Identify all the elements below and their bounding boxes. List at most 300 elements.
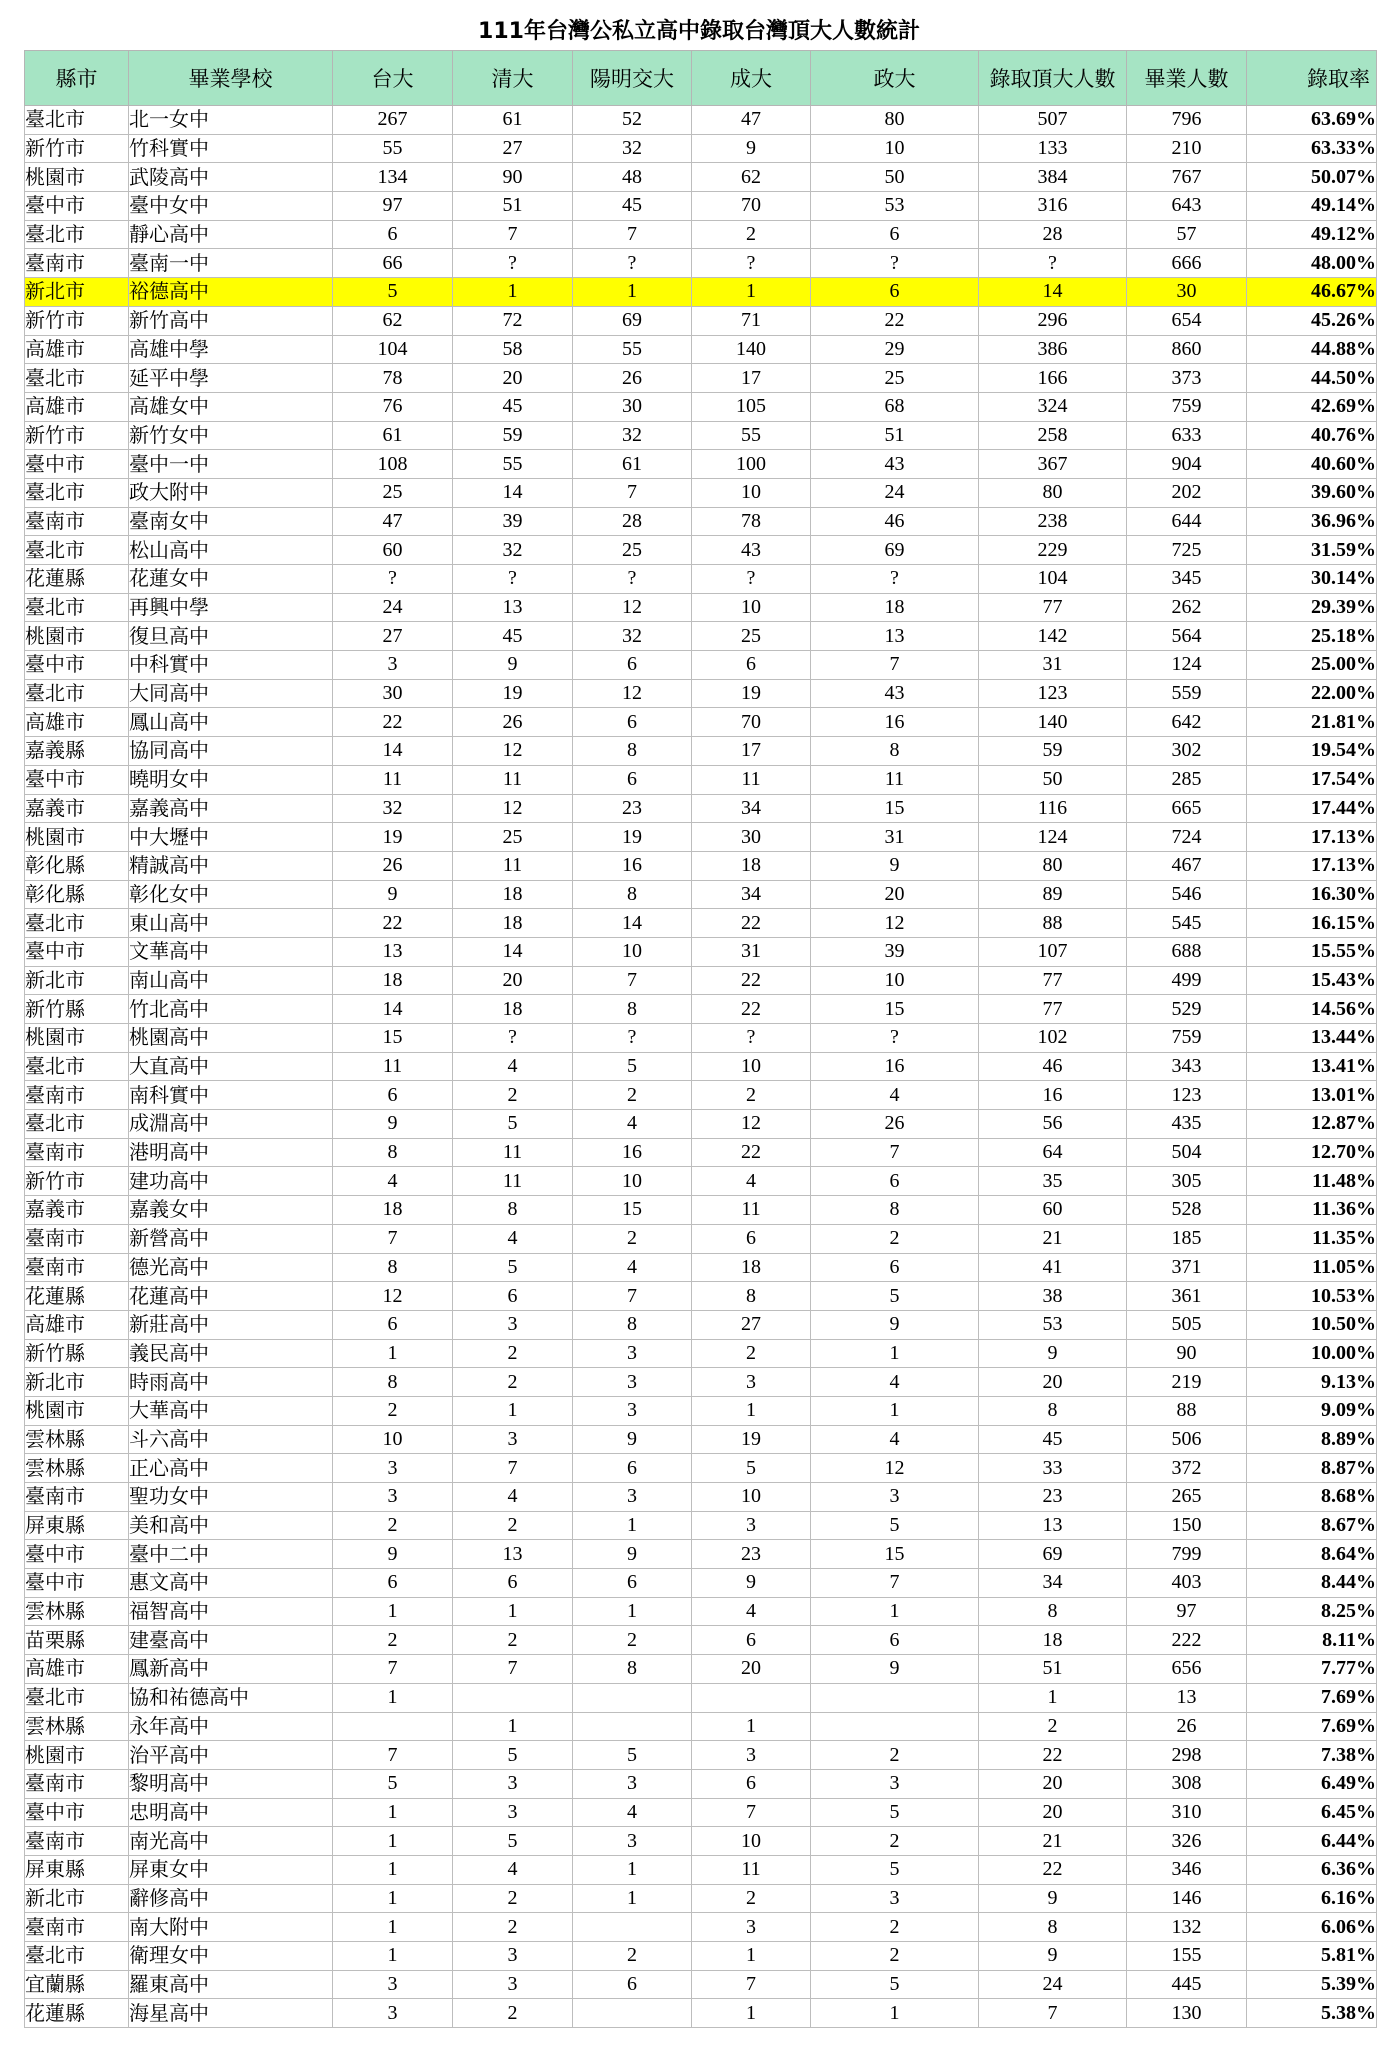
table-row xyxy=(25,249,1377,278)
rate-cell: 42.69% xyxy=(1247,392,1377,421)
header-nycu: 陽明交大 xyxy=(573,51,692,106)
top-admitted-cell: 16 xyxy=(979,1081,1127,1110)
ncku-cell: 11 xyxy=(692,1196,811,1225)
ncku-cell: 27 xyxy=(692,1310,811,1339)
nthu-cell: 18 xyxy=(453,909,573,938)
nthu-cell: 6 xyxy=(453,1569,573,1598)
school-cell: 新竹高中 xyxy=(129,306,333,335)
nccu-cell: 7 xyxy=(811,1569,979,1598)
table-row xyxy=(25,593,1377,622)
top-admitted-cell: 166 xyxy=(979,364,1127,393)
city-cell: 臺南市 xyxy=(25,1913,129,1942)
city-cell: 臺北市 xyxy=(25,593,129,622)
nccu-cell: 68 xyxy=(811,392,979,421)
table-row xyxy=(25,1855,1377,1884)
top-admitted-cell: 7 xyxy=(979,1999,1127,2028)
rate-cell: 15.55% xyxy=(1247,937,1377,966)
table-row xyxy=(25,192,1377,221)
ntu-cell: 3 xyxy=(333,1970,453,1999)
school-cell: 南科實中 xyxy=(129,1081,333,1110)
city-cell: 宜蘭縣 xyxy=(25,1970,129,1999)
ntu-cell: 78 xyxy=(333,364,453,393)
ntu-cell: 13 xyxy=(333,937,453,966)
school-cell: 精誠高中 xyxy=(129,851,333,880)
school-cell: 花蓮女中 xyxy=(129,565,333,594)
nthu-cell: 51 xyxy=(453,192,573,221)
rate-cell: 17.13% xyxy=(1247,851,1377,880)
city-cell: 雲林縣 xyxy=(25,1425,129,1454)
ncku-cell: 3 xyxy=(692,1511,811,1540)
graduates-cell: 445 xyxy=(1127,1970,1247,1999)
top-admitted-cell: 142 xyxy=(979,622,1127,651)
table-row xyxy=(25,1540,1377,1569)
nycu-cell: 16 xyxy=(573,1138,692,1167)
nthu-cell: 26 xyxy=(453,708,573,737)
top-admitted-cell: 77 xyxy=(979,995,1127,1024)
table-row xyxy=(25,1110,1377,1139)
city-cell: 臺北市 xyxy=(25,220,129,249)
table-row xyxy=(25,1999,1377,2028)
nccu-cell: 10 xyxy=(811,966,979,995)
rate-cell: 14.56% xyxy=(1247,995,1377,1024)
table-row xyxy=(25,651,1377,680)
nthu-cell: 11 xyxy=(453,851,573,880)
graduates-cell: 150 xyxy=(1127,1511,1247,1540)
rate-cell: 11.05% xyxy=(1247,1253,1377,1282)
school-cell: 時雨高中 xyxy=(129,1368,333,1397)
nthu-cell: 5 xyxy=(453,1741,573,1770)
graduates-cell: 435 xyxy=(1127,1110,1247,1139)
table-row xyxy=(25,851,1377,880)
table-row xyxy=(25,1368,1377,1397)
city-cell: 臺南市 xyxy=(25,1138,129,1167)
graduates-cell: 688 xyxy=(1127,937,1247,966)
nccu-cell xyxy=(811,1712,979,1741)
rate-cell: 13.44% xyxy=(1247,1024,1377,1053)
city-cell: 雲林縣 xyxy=(25,1597,129,1626)
school-cell: 臺南一中 xyxy=(129,249,333,278)
nccu-cell: 9 xyxy=(811,1310,979,1339)
ncku-cell: 10 xyxy=(692,478,811,507)
nccu-cell: 1 xyxy=(811,1999,979,2028)
rate-cell: 9.09% xyxy=(1247,1396,1377,1425)
ncku-cell: 10 xyxy=(692,1052,811,1081)
ncku-cell: 9 xyxy=(692,134,811,163)
nycu-cell: 32 xyxy=(573,622,692,651)
ntu-cell: 12 xyxy=(333,1282,453,1311)
table-row xyxy=(25,1511,1377,1540)
ntu-cell: 14 xyxy=(333,995,453,1024)
rate-cell: 6.45% xyxy=(1247,1798,1377,1827)
ncku-cell: 18 xyxy=(692,851,811,880)
ncku-cell: 10 xyxy=(692,593,811,622)
ntu-cell: 9 xyxy=(333,1540,453,1569)
city-cell: 桃園市 xyxy=(25,1396,129,1425)
city-cell: 花蓮縣 xyxy=(25,1999,129,2028)
school-cell: 竹科實中 xyxy=(129,134,333,163)
nycu-cell: 1 xyxy=(573,1884,692,1913)
ntu-cell: 10 xyxy=(333,1425,453,1454)
nycu-cell: 8 xyxy=(573,880,692,909)
nccu-cell: 20 xyxy=(811,880,979,909)
ncku-cell: 105 xyxy=(692,392,811,421)
nccu-cell: 6 xyxy=(811,278,979,307)
ncku-cell: 1 xyxy=(692,1396,811,1425)
header-graduates: 畢業人數 xyxy=(1127,51,1247,106)
nthu-cell: 11 xyxy=(453,1138,573,1167)
city-cell: 高雄市 xyxy=(25,392,129,421)
nthu-cell: 45 xyxy=(453,622,573,651)
graduates-cell: 326 xyxy=(1127,1827,1247,1856)
nccu-cell: 43 xyxy=(811,679,979,708)
ntu-cell: 3 xyxy=(333,651,453,680)
nycu-cell: 6 xyxy=(573,1970,692,1999)
graduates-cell: 666 xyxy=(1127,249,1247,278)
rate-cell: 19.54% xyxy=(1247,737,1377,766)
nthu-cell: 4 xyxy=(453,1483,573,1512)
school-cell: 中大壢中 xyxy=(129,823,333,852)
table-row xyxy=(25,1970,1377,1999)
top-admitted-cell: 77 xyxy=(979,966,1127,995)
nccu-cell: 4 xyxy=(811,1081,979,1110)
nycu-cell: 5 xyxy=(573,1741,692,1770)
ncku-cell: 30 xyxy=(692,823,811,852)
top-admitted-cell: 59 xyxy=(979,737,1127,766)
top-admitted-cell: 46 xyxy=(979,1052,1127,1081)
rate-cell: 8.64% xyxy=(1247,1540,1377,1569)
rate-cell: 10.00% xyxy=(1247,1339,1377,1368)
ncku-cell: 1 xyxy=(692,278,811,307)
graduates-cell: 860 xyxy=(1127,335,1247,364)
city-cell: 苗栗縣 xyxy=(25,1626,129,1655)
ncku-cell: 31 xyxy=(692,937,811,966)
graduates-cell: 123 xyxy=(1127,1081,1247,1110)
nycu-cell: 6 xyxy=(573,651,692,680)
nccu-cell: 15 xyxy=(811,1540,979,1569)
rate-cell: 7.69% xyxy=(1247,1712,1377,1741)
top-admitted-cell: 140 xyxy=(979,708,1127,737)
nthu-cell: 2 xyxy=(453,1626,573,1655)
top-admitted-cell: 22 xyxy=(979,1741,1127,1770)
ntu-cell: 76 xyxy=(333,392,453,421)
ntu-cell: 7 xyxy=(333,1741,453,1770)
nccu-cell: 2 xyxy=(811,1827,979,1856)
graduates-cell: 725 xyxy=(1127,536,1247,565)
top-admitted-cell: 34 xyxy=(979,1569,1127,1598)
nycu-cell: 30 xyxy=(573,392,692,421)
top-admitted-cell: 64 xyxy=(979,1138,1127,1167)
rate-cell: 5.38% xyxy=(1247,1999,1377,2028)
nthu-cell: 14 xyxy=(453,937,573,966)
city-cell: 嘉義縣 xyxy=(25,737,129,766)
nycu-cell: 45 xyxy=(573,192,692,221)
table-row xyxy=(25,220,1377,249)
rate-cell: 8.11% xyxy=(1247,1626,1377,1655)
nycu-cell xyxy=(573,1683,692,1712)
top-admitted-cell: 124 xyxy=(979,823,1127,852)
ncku-cell: 25 xyxy=(692,622,811,651)
city-cell: 桃園市 xyxy=(25,823,129,852)
table-row xyxy=(25,823,1377,852)
school-cell: 斗六高中 xyxy=(129,1425,333,1454)
top-admitted-cell: 24 xyxy=(979,1970,1127,1999)
table-row xyxy=(25,1942,1377,1971)
nycu-cell: 4 xyxy=(573,1798,692,1827)
rate-cell: 40.76% xyxy=(1247,421,1377,450)
ncku-cell: 140 xyxy=(692,335,811,364)
nycu-cell: 1 xyxy=(573,1855,692,1884)
header-nthu: 清大 xyxy=(453,51,573,106)
school-cell: 正心高中 xyxy=(129,1454,333,1483)
nthu-cell: 72 xyxy=(453,306,573,335)
school-cell: 新竹女中 xyxy=(129,421,333,450)
rate-cell: 17.54% xyxy=(1247,765,1377,794)
ncku-cell: 12 xyxy=(692,1110,811,1139)
table-row xyxy=(25,1253,1377,1282)
top-admitted-cell: 386 xyxy=(979,335,1127,364)
top-admitted-cell: 2 xyxy=(979,1712,1127,1741)
nthu-cell: 7 xyxy=(453,1454,573,1483)
ncku-cell: 20 xyxy=(692,1655,811,1684)
ncku-cell: 78 xyxy=(692,507,811,536)
nycu-cell xyxy=(573,1913,692,1942)
nccu-cell: 39 xyxy=(811,937,979,966)
rate-cell: 48.00% xyxy=(1247,249,1377,278)
graduates-cell: 546 xyxy=(1127,880,1247,909)
nccu-cell: 12 xyxy=(811,1454,979,1483)
city-cell: 臺中市 xyxy=(25,651,129,680)
ncku-cell: 22 xyxy=(692,995,811,1024)
rate-cell: 36.96% xyxy=(1247,507,1377,536)
nycu-cell: 4 xyxy=(573,1110,692,1139)
top-admitted-cell: 69 xyxy=(979,1540,1127,1569)
nccu-cell: 6 xyxy=(811,1167,979,1196)
nccu-cell: 2 xyxy=(811,1224,979,1253)
rate-cell: 7.77% xyxy=(1247,1655,1377,1684)
ncku-cell: 6 xyxy=(692,1769,811,1798)
rate-cell: 39.60% xyxy=(1247,478,1377,507)
city-cell: 臺北市 xyxy=(25,106,129,135)
rate-cell: 7.38% xyxy=(1247,1741,1377,1770)
graduates-cell: 467 xyxy=(1127,851,1247,880)
ntu-cell: 2 xyxy=(333,1626,453,1655)
graduates-cell: 564 xyxy=(1127,622,1247,651)
table-row xyxy=(25,278,1377,307)
rate-cell: 6.49% xyxy=(1247,1769,1377,1798)
top-admitted-cell: 23 xyxy=(979,1483,1127,1512)
table-row xyxy=(25,909,1377,938)
nycu-cell: 8 xyxy=(573,1655,692,1684)
top-admitted-cell: 38 xyxy=(979,1282,1127,1311)
rate-cell: 8.89% xyxy=(1247,1425,1377,1454)
rate-cell: 13.41% xyxy=(1247,1052,1377,1081)
school-cell: 臺中一中 xyxy=(129,450,333,479)
top-admitted-cell: 316 xyxy=(979,192,1127,221)
nycu-cell: 4 xyxy=(573,1253,692,1282)
graduates-cell: 528 xyxy=(1127,1196,1247,1225)
school-cell: 大直高中 xyxy=(129,1052,333,1081)
nthu-cell: 19 xyxy=(453,679,573,708)
nycu-cell: 32 xyxy=(573,134,692,163)
ntu-cell: 5 xyxy=(333,278,453,307)
rate-cell: 63.33% xyxy=(1247,134,1377,163)
rate-cell: 49.14% xyxy=(1247,192,1377,221)
admission-table xyxy=(24,50,1377,2028)
nccu-cell: 3 xyxy=(811,1769,979,1798)
ntu-cell: 4 xyxy=(333,1167,453,1196)
nccu-cell: 16 xyxy=(811,1052,979,1081)
nycu-cell: 10 xyxy=(573,937,692,966)
nccu-cell: 5 xyxy=(811,1282,979,1311)
table-row xyxy=(25,1655,1377,1684)
ntu-cell: 5 xyxy=(333,1769,453,1798)
city-cell: 新竹市 xyxy=(25,421,129,450)
rate-cell: 6.06% xyxy=(1247,1913,1377,1942)
nycu-cell: 5 xyxy=(573,1052,692,1081)
top-admitted-cell: 1 xyxy=(979,1683,1127,1712)
nycu-cell: 1 xyxy=(573,1597,692,1626)
ntu-cell: 97 xyxy=(333,192,453,221)
city-cell: 臺北市 xyxy=(25,364,129,393)
school-cell: 屏東女中 xyxy=(129,1855,333,1884)
nccu-cell: 9 xyxy=(811,1655,979,1684)
nthu-cell: ? xyxy=(453,249,573,278)
nycu-cell: ? xyxy=(573,249,692,278)
nthu-cell: ? xyxy=(453,565,573,594)
nycu-cell: 3 xyxy=(573,1827,692,1856)
nccu-cell: 2 xyxy=(811,1942,979,1971)
page-title: 111年台灣公私立高中錄取台灣頂大人數統計 xyxy=(478,19,920,44)
top-admitted-cell: 20 xyxy=(979,1769,1127,1798)
top-admitted-cell: 50 xyxy=(979,765,1127,794)
nycu-cell: 2 xyxy=(573,1081,692,1110)
city-cell: 臺中市 xyxy=(25,1569,129,1598)
table-row xyxy=(25,737,1377,766)
ntu-cell: 9 xyxy=(333,1110,453,1139)
table-row xyxy=(25,1282,1377,1311)
nthu-cell: 7 xyxy=(453,1655,573,1684)
nthu-cell: 55 xyxy=(453,450,573,479)
top-admitted-cell: 8 xyxy=(979,1913,1127,1942)
graduates-cell: 310 xyxy=(1127,1798,1247,1827)
nthu-cell: 39 xyxy=(453,507,573,536)
ntu-cell: 2 xyxy=(333,1511,453,1540)
table-row xyxy=(25,536,1377,565)
school-cell: 建臺高中 xyxy=(129,1626,333,1655)
school-cell: 海星高中 xyxy=(129,1999,333,2028)
ntu-cell: 6 xyxy=(333,1310,453,1339)
table-row xyxy=(25,450,1377,479)
ncku-cell: 70 xyxy=(692,192,811,221)
table-row xyxy=(25,1769,1377,1798)
ntu-cell: 1 xyxy=(333,1942,453,1971)
top-admitted-cell: 13 xyxy=(979,1511,1127,1540)
nccu-cell: 22 xyxy=(811,306,979,335)
graduates-cell: 346 xyxy=(1127,1855,1247,1884)
top-admitted-cell: 77 xyxy=(979,593,1127,622)
school-cell: 忠明高中 xyxy=(129,1798,333,1827)
graduates-cell: 724 xyxy=(1127,823,1247,852)
top-admitted-cell: 31 xyxy=(979,651,1127,680)
graduates-cell: 13 xyxy=(1127,1683,1247,1712)
nthu-cell: 2 xyxy=(453,1368,573,1397)
nthu-cell: 5 xyxy=(453,1253,573,1282)
nycu-cell: ? xyxy=(573,565,692,594)
city-cell: 臺北市 xyxy=(25,1942,129,1971)
city-cell: 花蓮縣 xyxy=(25,565,129,594)
school-cell: 協和祐德高中 xyxy=(129,1683,333,1712)
ntu-cell: 25 xyxy=(333,478,453,507)
table-row xyxy=(25,794,1377,823)
top-admitted-cell: 102 xyxy=(979,1024,1127,1053)
top-admitted-cell: 507 xyxy=(979,106,1127,135)
rate-cell: 10.53% xyxy=(1247,1282,1377,1311)
graduates-cell: 559 xyxy=(1127,679,1247,708)
nthu-cell: 3 xyxy=(453,1942,573,1971)
ncku-cell: 6 xyxy=(692,1626,811,1655)
ncku-cell: 10 xyxy=(692,1483,811,1512)
table-row xyxy=(25,1024,1377,1053)
graduates-cell: 767 xyxy=(1127,163,1247,192)
nccu-cell: 5 xyxy=(811,1970,979,1999)
top-admitted-cell: 53 xyxy=(979,1310,1127,1339)
header-row xyxy=(25,51,1377,106)
table-row xyxy=(25,364,1377,393)
nthu-cell: 32 xyxy=(453,536,573,565)
nycu-cell: ? xyxy=(573,1024,692,1053)
city-cell: 雲林縣 xyxy=(25,1454,129,1483)
top-admitted-cell: 133 xyxy=(979,134,1127,163)
school-cell: 福智高中 xyxy=(129,1597,333,1626)
school-cell: 新莊高中 xyxy=(129,1310,333,1339)
city-cell: 臺北市 xyxy=(25,478,129,507)
ntu-cell: 11 xyxy=(333,1052,453,1081)
top-admitted-cell: 324 xyxy=(979,392,1127,421)
city-cell: 新竹縣 xyxy=(25,995,129,1024)
ntu-cell: 22 xyxy=(333,708,453,737)
school-cell: 武陵高中 xyxy=(129,163,333,192)
city-cell: 高雄市 xyxy=(25,708,129,737)
nthu-cell: 11 xyxy=(453,765,573,794)
rate-cell: 63.69% xyxy=(1247,106,1377,135)
top-admitted-cell: 20 xyxy=(979,1798,1127,1827)
table-row xyxy=(25,134,1377,163)
top-admitted-cell: ? xyxy=(979,249,1127,278)
table-row xyxy=(25,1712,1377,1741)
rate-cell: 25.18% xyxy=(1247,622,1377,651)
table-row xyxy=(25,1425,1377,1454)
nccu-cell: 5 xyxy=(811,1798,979,1827)
ntu-cell: 1 xyxy=(333,1827,453,1856)
nthu-cell: 12 xyxy=(453,737,573,766)
ncku-cell: 17 xyxy=(692,364,811,393)
ncku-cell: 4 xyxy=(692,1167,811,1196)
school-cell: 文華高中 xyxy=(129,937,333,966)
nccu-cell: 15 xyxy=(811,995,979,1024)
ncku-cell: 11 xyxy=(692,765,811,794)
nccu-cell: 1 xyxy=(811,1339,979,1368)
nccu-cell: 4 xyxy=(811,1425,979,1454)
table-row xyxy=(25,421,1377,450)
table-row xyxy=(25,765,1377,794)
graduates-cell: 219 xyxy=(1127,1368,1247,1397)
nycu-cell: 3 xyxy=(573,1483,692,1512)
top-admitted-cell: 229 xyxy=(979,536,1127,565)
ntu-cell: 3 xyxy=(333,1454,453,1483)
nthu-cell: ? xyxy=(453,1024,573,1053)
nccu-cell: 31 xyxy=(811,823,979,852)
table-row xyxy=(25,1052,1377,1081)
